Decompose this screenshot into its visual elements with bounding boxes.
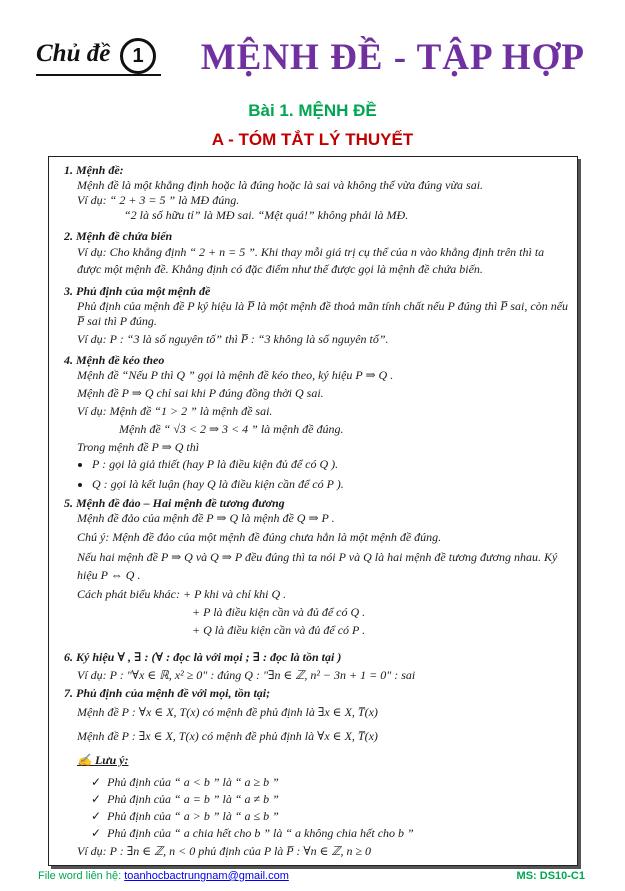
- s7-line-2: Mệnh đề P : ∃x ∈ X, T(x) có mệnh đề phủ định là ∀x ∈ X, T̅(x): [77, 729, 378, 743]
- footer-email-link[interactable]: toanhocbactrungnam@gmail.com: [124, 870, 289, 882]
- s2-text: Ví dụ: Cho khẳng định “ 2 + n = 5 ”. Khi thay mỗi giá trị cụ thể của n vào khẳng định trên thì ta được một mệnh đề. Khẳng định có đặc điểm như thế được gọi là mệnh đề chứa biến.: [77, 245, 545, 276]
- s4-line-1: Mệnh đề “Nếu P thì Q ” gọi là mệnh đề kéo theo, ký hiệu P ⇒ Q .: [77, 368, 394, 382]
- s4-line-5: Trong mệnh đề P ⇒ Q thì: [77, 440, 200, 454]
- s4-line-2: Mệnh đề P ⇒ Q chỉ sai khi P đúng đồng thời Q sai.: [77, 386, 324, 400]
- theory-content: [64, 163, 569, 859]
- footer-contact: [38, 870, 289, 882]
- s5-line-6: + Q là điều kiện cần và đủ để có P .: [192, 623, 366, 637]
- s1-definition: Mệnh đề là một khẳng định hoặc là đúng hoặc là sai và không thể vừa đúng vừa sai.: [77, 178, 484, 192]
- s5-line-1: Mệnh đề đảo của mệnh đề P ⇒ Q là mệnh đề Q ⇒ P .: [77, 511, 335, 525]
- chu-de-number-badge: 1: [120, 38, 156, 74]
- s4-bullet-ket-luan: • Q : gọi là kết luận (hay Q là điều kiện cần để có P ).: [92, 477, 569, 492]
- s7-line-1: Mệnh đề P : ∀x ∈ X, T(x) có mệnh đề phủ định là ∃x ∈ X, T̅(x): [77, 705, 378, 719]
- s7-check-list: [91, 775, 569, 841]
- section-title: A - TÓM TẮT LÝ THUYẾT: [211, 130, 414, 149]
- s5-line-2: Chú ý: Mệnh đề đảo của một mệnh đề đúng chưa hẳn là một mệnh đề đúng.: [77, 530, 442, 544]
- s3-example: Ví dụ: P : “3 là số nguyên tố” thì P̅ : “3 không là số nguyên tố”.: [77, 332, 389, 346]
- s7-check-2: ✓ Phủ định của “ a = b ” là “ a ≠ b ”: [91, 792, 569, 807]
- s4-example-2: Mệnh đề “ √3 < 2 ⇒ 3 < 4 ” là mệnh đề đúng.: [119, 422, 344, 436]
- heading-phu-dinh-voi-moi-ton-tai: 7. Phủ định của mệnh đề với mọi, tồn tại;: [64, 686, 271, 700]
- chu-de-underline: [36, 74, 161, 76]
- lesson-title: Bài 1. MỆNH ĐỀ: [248, 101, 377, 120]
- s7-check-4: ✓ Phủ định của “ a chia hết cho b ” là “ a không chia hết cho b ”: [91, 826, 569, 841]
- s4-example-1: Ví dụ: Mệnh đề “1 > 2 ” là mệnh đề sai.: [77, 404, 273, 418]
- heading-phu-dinh: 3. Phủ định của một mệnh đề: [64, 284, 211, 298]
- s4-bullet-list: [92, 457, 569, 492]
- page-footer: [0, 868, 625, 888]
- heading-menh-de-keo-theo: 4. Mệnh đề kéo theo: [64, 353, 165, 367]
- s1-example-2: “2 là số hữu tỉ” là MĐ sai. “Mệt quá!” không phải là MĐ.: [124, 208, 409, 222]
- s5-line-5: + P là điều kiện cần và đủ để có Q .: [192, 605, 366, 619]
- s7-luu-y: ✍ Lưu ý:: [77, 753, 129, 767]
- s6-example: Ví dụ: P : "∀x ∈ ℝ, x² ≥ 0" : đúng Q : "∃n ∈ ℤ, n² − 3n + 1 = 0" : sai: [77, 668, 416, 682]
- s5-line-3: Nếu hai mệnh đề P ⇒ Q và Q ⇒ P đều đúng thì ta nói P và Q là hai mệnh đề tương đương nhau. Ký hiệu P ⇔ Q .: [77, 550, 558, 582]
- chu-de-label: Chủ đề: [36, 40, 111, 67]
- heading-menh-de-chua-bien: 2. Mệnh đề chứa biến: [64, 229, 173, 243]
- s5-line-4: Cách phát biểu khác: + P khi và chỉ khi Q .: [77, 587, 287, 601]
- s3-text: Phủ định của mệnh đề P ký hiệu là P̅ là một mệnh đề thoả mãn tính chất nếu P đúng thì P̅ sai, còn nếu P̅ sai thì P đúng.: [77, 299, 569, 328]
- footer-code: MS: DS10-C1: [516, 870, 585, 882]
- heading-menh-de: 1. Mệnh đề:: [64, 163, 124, 177]
- page-title: MỆNH ĐỀ - TẬP HỢP: [200, 37, 585, 78]
- s1-example-1: Ví dụ: “ 2 + 3 = 5 ” là MĐ đúng.: [77, 193, 240, 207]
- footer-prefix: File word liên hệ:: [38, 870, 125, 882]
- s7-check-3: ✓ Phủ định của “ a > b ” là “ a ≤ b ”: [91, 809, 569, 824]
- s4-bullet-gia-thiet: • P : gọi là giả thiết (hay P là điều kiện đủ để có Q ).: [92, 457, 569, 472]
- page-header: [0, 0, 625, 90]
- s7-example: Ví dụ: P : ∃n ∈ ℤ, n < 0 phủ định của P là P̅ : ∀n ∈ ℤ, n ≥ 0: [77, 844, 372, 858]
- heading-menh-de-dao: 5. Mệnh đề đảo – Hai mệnh đề tương đương: [64, 496, 285, 510]
- heading-ky-hieu: 6. Ký hiệu ∀ , ∃ : (∀ : đọc là với mọi ; ∃ : đọc là tồn tại ): [64, 650, 342, 664]
- s7-check-1: ✓ Phủ định của “ a < b ” là “ a ≥ b ”: [91, 775, 569, 790]
